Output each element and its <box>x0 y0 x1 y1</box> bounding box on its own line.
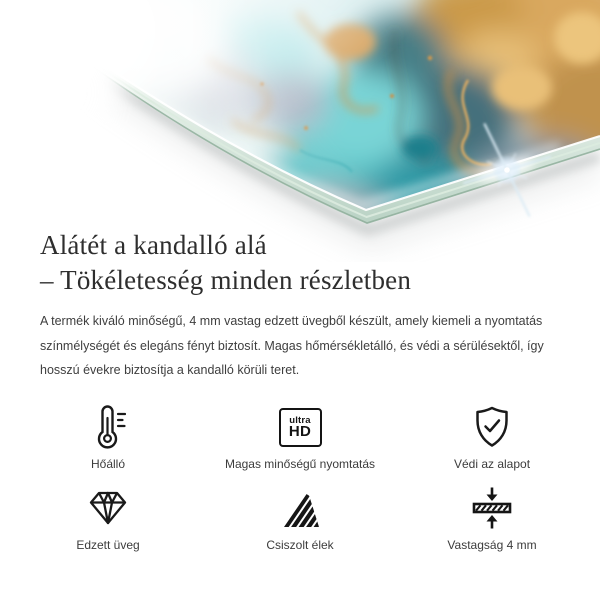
feature-item-print-quality <box>204 404 396 472</box>
features-grid <box>12 404 588 553</box>
ultra-hd-badge-bottom: HD <box>288 422 312 440</box>
ultra-hd-badge-top: ultra <box>289 414 311 426</box>
feature-item-heat-resistant <box>12 404 204 472</box>
description-line1: A termék kiváló minőségű, 4 mm vastag edzett üvegből készült, amely kiemeli a nyomtatás <box>40 314 543 328</box>
feature-label: Védi az alapot <box>453 457 531 471</box>
page-title <box>40 228 411 298</box>
thickness-icon <box>471 485 513 531</box>
feature-label: Magas minőségű nyomtatás <box>224 457 376 471</box>
ultra-hd-icon <box>279 404 322 450</box>
feature-item-protects-base <box>396 404 588 472</box>
page-title-line2: – Tökéletesség minden részletben <box>40 265 412 295</box>
feature-item-polished-edges <box>204 485 396 553</box>
product-hero-image <box>0 0 600 262</box>
feature-label: Hőálló <box>90 457 126 471</box>
description-line2: színmélységét és elegáns fényt biztosít. Magas hőmérsékletálló, és védi a sérülésektől, így <box>40 338 544 353</box>
diamond-icon <box>86 485 130 531</box>
shield-check-icon <box>473 404 511 450</box>
polished-edges-icon <box>279 485 321 531</box>
feature-label: Vastagság 4 mm <box>447 538 537 552</box>
feature-label: Csiszolt élek <box>266 538 334 552</box>
description-line3: hosszú évekre biztosítja a kandalló körüli teret. <box>40 363 300 377</box>
feature-item-thickness <box>396 485 588 553</box>
thermometer-icon <box>90 404 126 450</box>
page-title-line1: Alátét a kandalló alá <box>40 230 267 260</box>
feature-label: Edzett üveg <box>76 538 140 552</box>
product-description <box>40 309 544 383</box>
feature-item-tempered-glass <box>12 485 204 553</box>
